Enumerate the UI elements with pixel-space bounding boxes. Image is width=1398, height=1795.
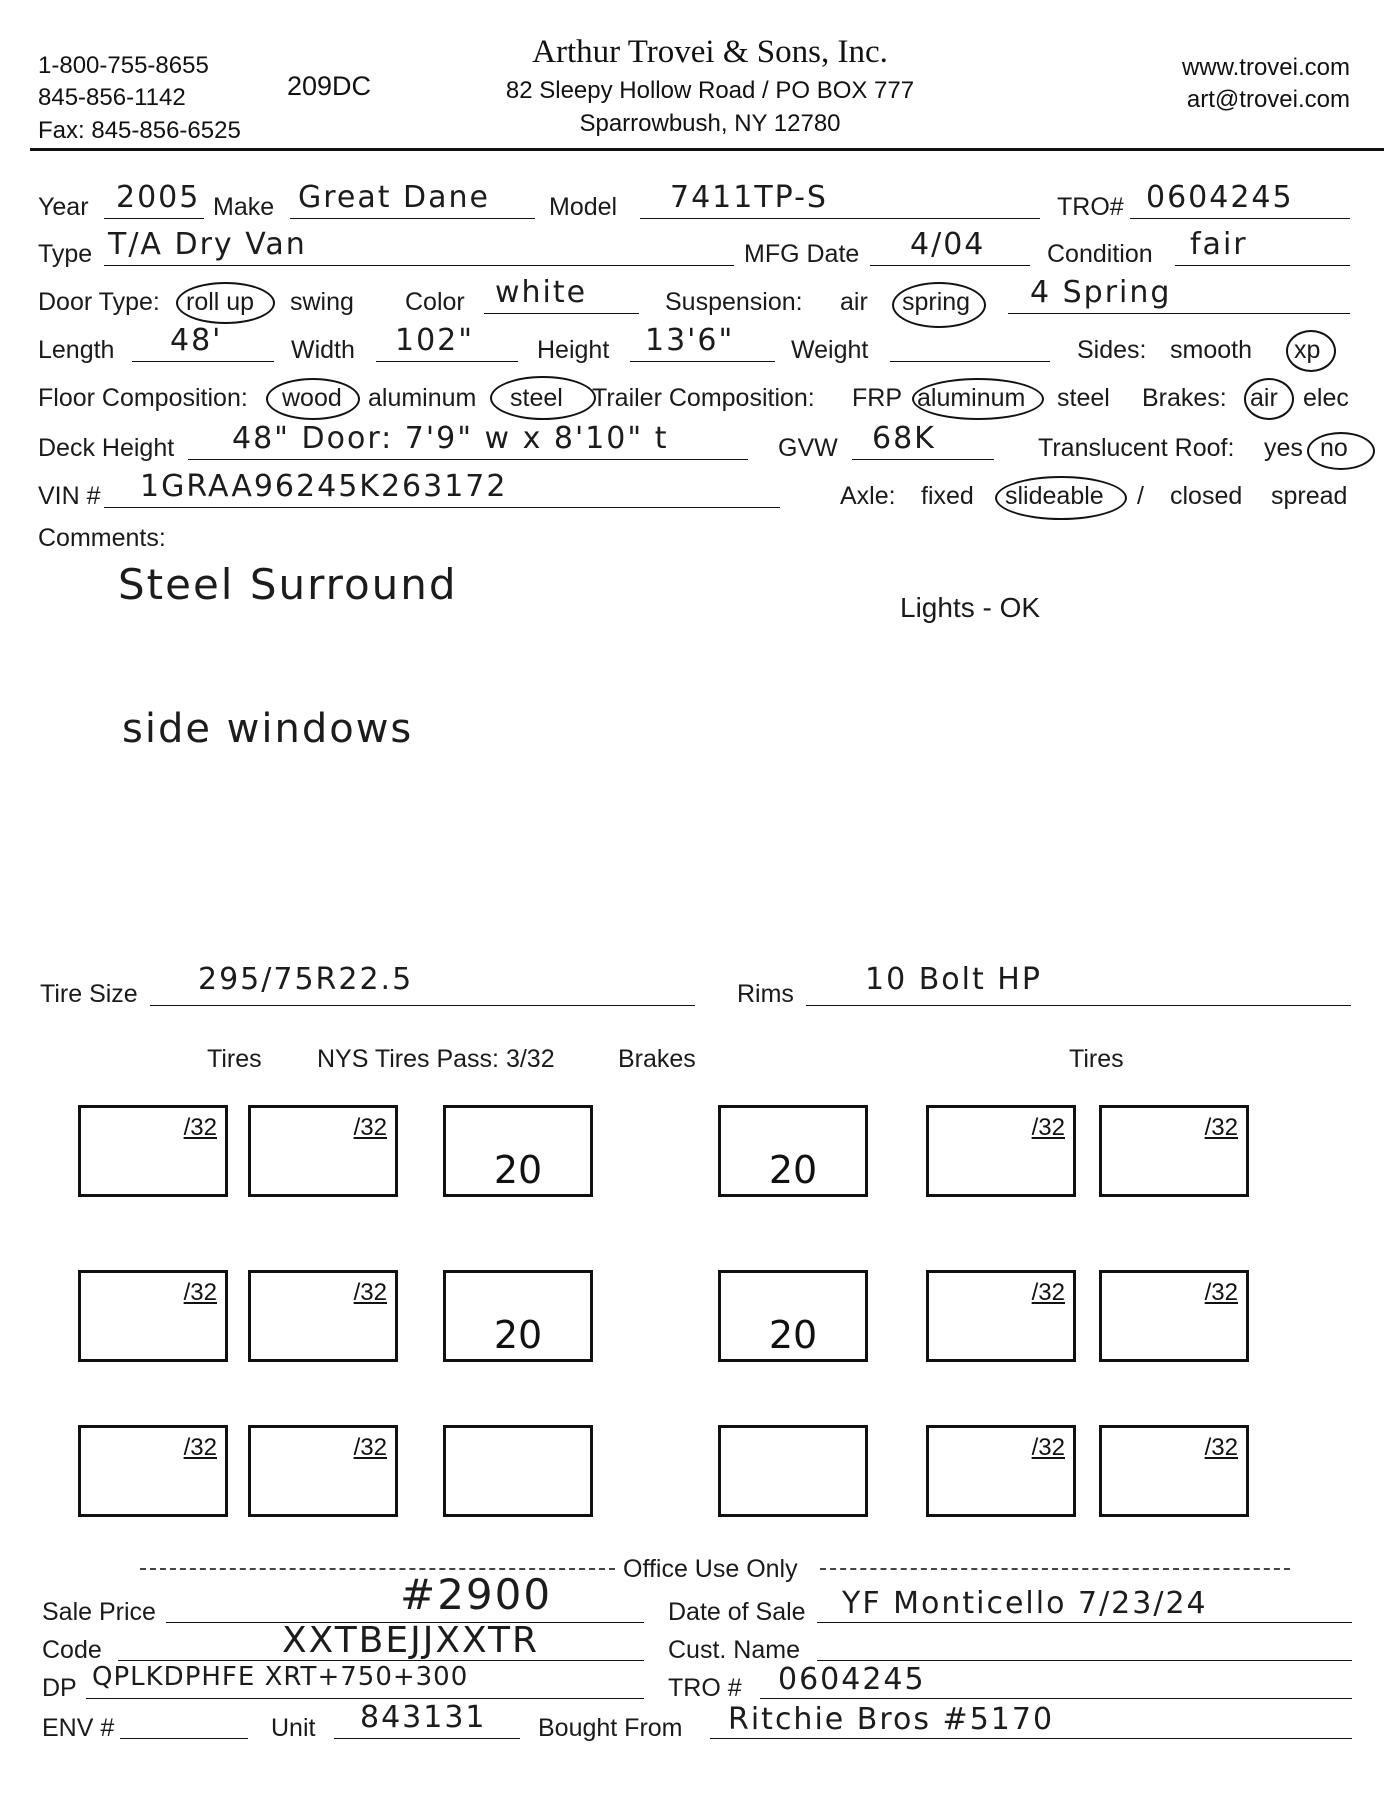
sides-xp-option: xp (1294, 336, 1321, 364)
suspension-label: Suspension: (665, 288, 803, 316)
tire-box-right-inner-2: /32 (926, 1270, 1076, 1362)
brakes-air-circle (1244, 378, 1294, 420)
bought-from-label: Bought From (538, 1714, 683, 1742)
address-line-2: Sparrowbush, NY 12780 (579, 110, 841, 137)
floor-steel-option: steel (510, 384, 563, 412)
sale-price-label: Sale Price (42, 1598, 156, 1626)
roll-up-circle (176, 282, 275, 324)
tire-size-label: Tire Size (40, 980, 138, 1008)
suspension-spring-option: spring (902, 288, 971, 316)
brake-box-left-3 (443, 1425, 593, 1517)
brake-box-right-3 (718, 1425, 868, 1517)
tro-number-label: TRO # (668, 1674, 742, 1702)
door-swing-option: swing (290, 288, 354, 316)
bought-from-value: Ritchie Bros #5170 (728, 1702, 1055, 1737)
spring-circle (892, 282, 986, 328)
tro-label: TRO# (1057, 193, 1124, 221)
condition-label: Condition (1047, 240, 1153, 268)
vin-label: VIN # (38, 482, 101, 510)
tro-number-value: 0604245 (778, 1662, 926, 1697)
email: art@trovei.com (1186, 86, 1350, 113)
color-value: white (495, 275, 588, 310)
comment-line-1: Steel Surround (118, 560, 458, 609)
type-label: Type (38, 240, 93, 268)
year-label: Year (38, 193, 89, 221)
color-label: Color (405, 288, 465, 316)
comment-line-2: side windows (122, 706, 414, 752)
unit-value: 843131 (360, 1700, 487, 1735)
axle-slash: / (1137, 482, 1144, 510)
trailer-frp-option: FRP (852, 384, 902, 412)
dp-value: QPLKDPHFE XRT+750+300 (92, 1662, 469, 1692)
tire-box-left-inner-3: /32 (248, 1425, 398, 1517)
tire-box-right-inner-1: /32 (926, 1105, 1076, 1197)
tire-box-right-outer-3: /32 (1099, 1425, 1249, 1517)
date-of-sale-value: YF Monticello 7/23/24 (842, 1586, 1208, 1621)
height-value: 13'6" (645, 323, 735, 358)
axle-slideable-option: slideable (1005, 482, 1104, 510)
tire-box-left-inner-2: /32 (248, 1270, 398, 1362)
brake-box-left-2: 20 (443, 1270, 593, 1362)
trailer-aluminum-circle (912, 378, 1044, 420)
tire-box-right-outer-2: /32 (1099, 1270, 1249, 1362)
website: www.trovei.com (1181, 54, 1350, 81)
mfg-date-label: MFG Date (744, 240, 860, 268)
deck-height-value: 48" Door: 7'9" w x 8'10" t (232, 421, 669, 456)
address-line-1: 82 Sleepy Hollow Road / PO BOX 777 (505, 77, 915, 104)
date-of-sale-label: Date of Sale (668, 1598, 806, 1626)
phone-2: 845-856-1142 (38, 84, 186, 111)
brakes-column-header: Brakes (618, 1045, 696, 1073)
office-divider-right (820, 1568, 1290, 1570)
brake-box-right-1: 20 (718, 1105, 868, 1197)
width-label: Width (291, 336, 355, 364)
roof-no-circle (1307, 432, 1375, 470)
trailer-aluminum-option: aluminum (917, 384, 1026, 412)
trailer-composition-label: Trailer Composition: (592, 384, 815, 412)
tire-box-left-outer-3: /32 (78, 1425, 228, 1517)
tire-box-left-outer-2: /32 (78, 1270, 228, 1362)
floor-composition-label: Floor Composition: (38, 384, 248, 412)
slideable-circle (995, 476, 1127, 520)
tire-size-value: 295/75R22.5 (198, 962, 414, 997)
rims-label: Rims (737, 980, 794, 1008)
length-label: Length (38, 336, 115, 364)
fax-number: Fax: 845-856-6525 (38, 117, 241, 144)
brakes-label: Brakes: (1142, 384, 1227, 412)
tires-right-header: Tires (1069, 1045, 1124, 1073)
suspension-air-option: air (840, 288, 868, 316)
sides-label: Sides: (1077, 336, 1147, 364)
nys-tires-pass-header: NYS Tires Pass: 3/32 (317, 1045, 555, 1073)
lights-note: Lights - OK (900, 592, 1041, 623)
door-type-label: Door Type: (38, 288, 160, 316)
code-value: XXTBEJJXXTR (282, 1620, 540, 1661)
office-use-only-label: Office Use Only (623, 1555, 798, 1583)
height-label: Height (537, 336, 610, 364)
tro-value: 0604245 (1146, 180, 1294, 215)
dp-label: DP (42, 1674, 77, 1702)
tire-box-right-inner-3: /32 (926, 1425, 1076, 1517)
axle-closed-option: closed (1170, 482, 1243, 510)
env-label: ENV # (42, 1714, 115, 1742)
unit-label: Unit (271, 1714, 316, 1742)
code-label: Code (42, 1636, 102, 1664)
model-label: Model (549, 193, 618, 221)
make-value: Great Dane (298, 180, 491, 215)
axle-spread-option: spread (1271, 482, 1348, 510)
comments-label: Comments: (38, 524, 166, 552)
cust-name-label: Cust. Name (668, 1636, 800, 1664)
floor-wood-option: wood (282, 384, 342, 412)
floor-aluminum-option: aluminum (368, 384, 477, 412)
roof-no-option: no (1320, 434, 1348, 462)
translucent-roof-label: Translucent Roof: (1038, 434, 1235, 462)
tire-box-left-inner-1: /32 (248, 1105, 398, 1197)
wood-circle (266, 378, 360, 420)
phone-1: 1-800-755-8655 (38, 52, 209, 79)
length-value: 48' (170, 323, 223, 358)
gvw-value: 68K (872, 421, 936, 456)
steel-circle (490, 376, 596, 420)
mfg-date-value: 4/04 (910, 227, 986, 262)
roof-yes-option: yes (1264, 434, 1303, 462)
make-label: Make (213, 193, 275, 221)
year-value: 2005 (116, 180, 201, 215)
tire-box-right-outer-1: /32 (1099, 1105, 1249, 1197)
trailer-steel-option: steel (1057, 384, 1110, 412)
axle-fixed-option: fixed (921, 482, 974, 510)
type-value: T/A Dry Van (108, 227, 307, 262)
company-name: Arthur Trovei & Sons, Inc. (532, 34, 888, 70)
rims-value: 10 Bolt HP (865, 962, 1042, 997)
brake-box-right-2: 20 (718, 1270, 868, 1362)
weight-label: Weight (791, 336, 869, 364)
form-code: 209DC (287, 71, 372, 101)
width-value: 102" (395, 323, 475, 358)
brake-box-left-1: 20 (443, 1105, 593, 1197)
gvw-label: GVW (778, 434, 838, 462)
vin-value: 1GRAA96245K263172 (140, 469, 508, 504)
sides-smooth-option: smooth (1170, 336, 1252, 364)
tire-box-left-outer-1: /32 (78, 1105, 228, 1197)
tires-left-header: Tires (207, 1045, 262, 1073)
model-value: 7411TP-S (670, 180, 828, 215)
axle-label: Axle: (840, 482, 896, 510)
sale-price-value: #2900 (400, 1570, 553, 1619)
deck-height-label: Deck Height (38, 434, 175, 462)
condition-value: fair (1190, 227, 1248, 262)
brakes-elec-option: elec (1303, 384, 1349, 412)
header-divider (30, 148, 1384, 151)
suspension-note: 4 Spring (1030, 275, 1172, 310)
door-roll-up-option: roll up (186, 288, 255, 316)
brakes-air-option: air (1250, 384, 1278, 412)
xp-circle (1286, 330, 1336, 372)
